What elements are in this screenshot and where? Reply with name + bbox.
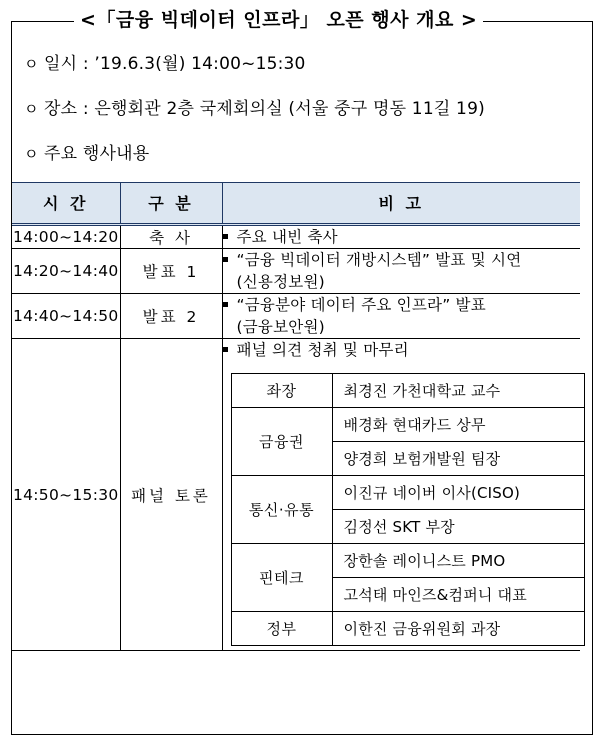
note-text-group xyxy=(237,294,581,338)
panel-category: 핀테크 xyxy=(231,544,332,612)
cell-note xyxy=(222,339,580,651)
cell-time: 14:00~14:20 xyxy=(12,225,120,249)
circle-bullet-icon: ㅇ xyxy=(24,145,39,163)
title-rule-right xyxy=(483,21,593,22)
note-text: 패널 의견 청취 및 마무리 xyxy=(236,341,409,359)
table-row xyxy=(231,476,584,510)
info-line-datetime xyxy=(24,49,584,74)
square-bullet-icon xyxy=(223,234,228,239)
column-header-note: 비 고 xyxy=(222,183,580,225)
panel-member: 고석태 마인즈&컴퍼니 대표 xyxy=(332,578,584,612)
panel-member: 최경진 가천대학교 교수 xyxy=(332,374,584,408)
note-text: “금융분야 데이터 주요 인프라” 발표 xyxy=(236,296,486,314)
panel-category: 금융권 xyxy=(231,408,332,476)
note-text: 주요 내빈 축사 xyxy=(236,228,338,246)
note-item xyxy=(223,249,581,293)
cell-time: 14:20~14:40 xyxy=(12,249,120,294)
table-row xyxy=(12,225,580,249)
cell-time: 14:50~15:30 xyxy=(12,339,120,651)
circle-bullet-icon: ㅇ xyxy=(24,55,39,73)
note-item xyxy=(223,339,581,361)
note-item xyxy=(223,226,581,248)
circle-bullet-icon: ㅇ xyxy=(24,100,39,118)
column-header-time: 시 간 xyxy=(12,183,120,225)
table-row xyxy=(12,339,580,651)
schedule-table-container xyxy=(12,182,580,651)
page-title: <「금융 빅데이터 인프라」 오픈 행사 개요 > xyxy=(74,11,483,30)
square-bullet-icon xyxy=(223,302,228,307)
info-line-venue xyxy=(24,94,584,119)
note-subtext: (금융보안원) xyxy=(236,318,325,336)
note-text-group xyxy=(237,249,581,293)
panel-member: 배경화 현대카드 상무 xyxy=(332,408,584,442)
event-info-list xyxy=(24,49,584,184)
square-bullet-icon xyxy=(223,257,228,262)
table-row xyxy=(231,408,584,442)
cell-note xyxy=(222,225,580,249)
table-row xyxy=(231,374,584,408)
table-row xyxy=(12,249,580,294)
square-bullet-icon xyxy=(223,347,228,352)
cell-note xyxy=(222,249,580,294)
panel-member: 양경희 보험개발원 팀장 xyxy=(332,442,584,476)
table-row xyxy=(231,612,584,646)
table-row xyxy=(12,294,580,339)
info-text-datetime: 일시 : ’19.6.3(월) 14:00~15:30 xyxy=(44,54,306,74)
note-item xyxy=(223,294,581,338)
schedule-table xyxy=(12,182,580,651)
column-header-kind: 구 분 xyxy=(120,183,222,225)
panel-category: 좌장 xyxy=(231,374,332,408)
panel-member: 김정선 SKT 부장 xyxy=(332,510,584,544)
cell-kind: 발표 1 xyxy=(120,249,222,294)
panel-category: 통신·유통 xyxy=(231,476,332,544)
cell-kind: 축 사 xyxy=(120,225,222,249)
info-line-program xyxy=(24,139,584,164)
panel-member: 이한진 금융위원회 과장 xyxy=(332,612,584,646)
note-text: “금융 빅데이터 개방시스템” 발표 및 시연 xyxy=(236,251,522,269)
panel-member: 장한솔 레이니스트 PMO xyxy=(332,544,584,578)
schedule-header-row xyxy=(12,183,580,225)
table-row xyxy=(231,544,584,578)
panel-member: 이진규 네이버 이사(CISO) xyxy=(332,476,584,510)
cell-kind: 패널 토론 xyxy=(120,339,222,651)
info-text-program: 주요 행사내용 xyxy=(44,144,150,164)
cell-kind: 발표 2 xyxy=(120,294,222,339)
panelist-table xyxy=(231,373,585,646)
cell-note xyxy=(222,294,580,339)
cell-time: 14:40~14:50 xyxy=(12,294,120,339)
info-text-venue: 장소 : 은행회관 2층 국제회의실 (서울 중구 명동 11길 19) xyxy=(44,99,485,119)
panel-category: 정부 xyxy=(231,612,332,646)
title-rule-left xyxy=(11,21,74,22)
note-subtext: (신용정보원) xyxy=(236,273,325,291)
